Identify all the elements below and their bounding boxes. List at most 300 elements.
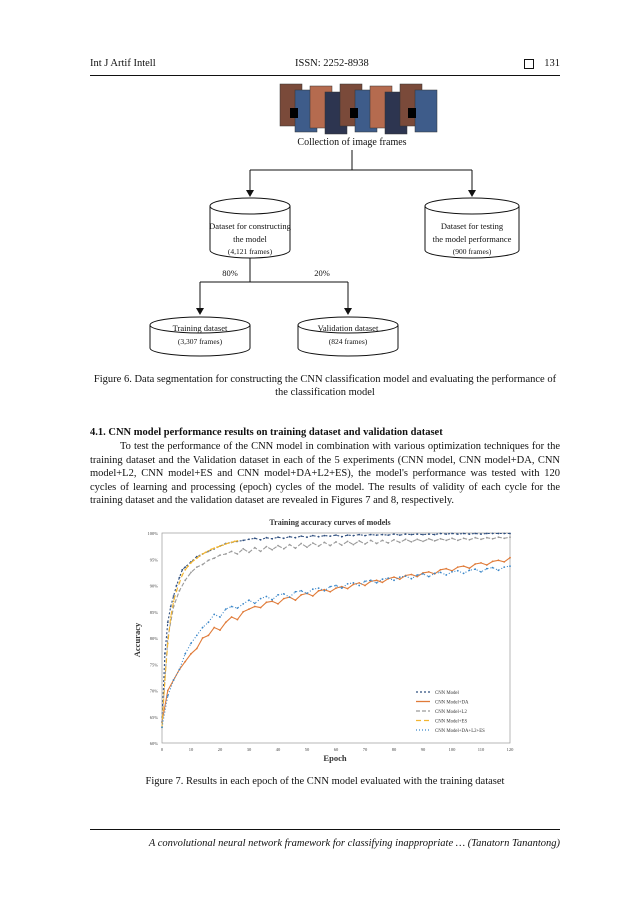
db-test-line2: the model performance — [432, 234, 512, 244]
series-point — [196, 566, 198, 568]
legend-label: CNN Model+DA+L2+ES — [435, 728, 485, 734]
censor-bar — [290, 108, 298, 118]
series-point — [167, 621, 169, 623]
series-point — [225, 543, 227, 545]
series-point — [199, 555, 201, 557]
series-point — [469, 569, 471, 571]
series-point — [187, 565, 189, 567]
series-point — [329, 586, 331, 588]
series-point — [173, 600, 175, 602]
series-point — [271, 538, 273, 540]
series-point — [283, 548, 285, 550]
series-point — [318, 545, 320, 547]
y-tick-label: 65% — [149, 714, 158, 720]
connector-lines — [250, 150, 472, 192]
series-point — [411, 534, 413, 536]
x-tick-label: 110 — [477, 747, 485, 752]
series-point — [428, 576, 430, 578]
x-tick-label: 60 — [333, 747, 339, 752]
series-point — [364, 543, 366, 545]
series-point — [469, 533, 471, 535]
db-construct-line1: Dataset for constructing — [209, 221, 291, 231]
series-point — [193, 559, 195, 561]
arrowhead-icon — [246, 190, 254, 197]
series-point — [463, 537, 465, 539]
y-tick-label: 75% — [149, 662, 158, 668]
series-point — [190, 562, 192, 564]
series-point — [254, 547, 256, 549]
series-point — [295, 591, 297, 593]
x-tick-label: 20 — [217, 747, 223, 752]
series-point — [260, 607, 262, 609]
series-point — [271, 549, 273, 551]
series-point — [248, 608, 250, 610]
series-point — [434, 573, 436, 575]
page-header — [90, 58, 560, 74]
series-point — [184, 579, 186, 581]
series-point — [416, 533, 418, 535]
series-point — [213, 614, 215, 616]
series-point — [300, 543, 302, 545]
header-rule — [90, 75, 560, 76]
series-point — [254, 603, 256, 605]
series-point — [213, 627, 215, 629]
y-tick-label: 90% — [149, 583, 158, 589]
db-test-line3: (900 frames) — [452, 247, 492, 256]
legend-label: CNN Model — [435, 690, 459, 696]
series-point — [231, 551, 233, 553]
series-point — [393, 576, 395, 578]
series-point — [295, 547, 297, 549]
series-point — [312, 535, 314, 537]
series-point — [196, 557, 198, 559]
series-point — [341, 544, 343, 546]
series-point — [347, 588, 349, 590]
series-point — [277, 594, 279, 596]
series-point — [208, 635, 210, 637]
series-point — [358, 534, 360, 536]
figure-6-caption: Figure 6. Data segmentation for constructing the CNN classification model and evaluating the performance of the classification model — [93, 374, 557, 398]
series-point — [393, 539, 395, 541]
series-point — [306, 536, 308, 538]
footer-rule — [90, 829, 560, 830]
series-point — [474, 537, 476, 539]
series-point — [457, 533, 459, 535]
series-point — [170, 606, 172, 608]
series-point — [234, 541, 236, 543]
series-point — [231, 542, 233, 544]
series-point — [463, 533, 465, 535]
series-point — [242, 548, 244, 550]
series-point — [341, 587, 343, 589]
series-point — [213, 557, 215, 559]
series-point — [399, 534, 401, 536]
series-point — [347, 583, 349, 585]
series-point — [364, 580, 366, 582]
series-point — [492, 538, 494, 540]
split-val-pct: 20% — [314, 268, 330, 278]
x-tick-label: 40 — [275, 747, 281, 752]
series-point — [266, 596, 268, 598]
series-point — [289, 544, 291, 546]
series-point — [318, 587, 320, 589]
section-heading: 4.1. CNN model performance results on training dataset and validation dataset — [90, 427, 443, 438]
series-point — [300, 535, 302, 537]
series-point — [283, 593, 285, 595]
series-point — [498, 533, 500, 535]
series-point — [176, 585, 178, 587]
series-point — [216, 546, 218, 548]
series-point — [445, 540, 447, 542]
db-val-line2: (824 frames) — [328, 337, 368, 346]
series-point — [405, 538, 407, 540]
series-point — [509, 565, 511, 567]
legend-label: CNN Model+DA — [435, 700, 469, 706]
series-point — [329, 591, 331, 593]
series-point — [440, 538, 442, 540]
arrowhead-icon — [468, 190, 476, 197]
series-point — [312, 595, 314, 597]
series-point — [358, 582, 360, 584]
series-point — [196, 635, 198, 637]
series-point — [335, 585, 337, 587]
series-point — [428, 533, 430, 535]
series-point — [503, 566, 505, 568]
y-tick-label: 100% — [147, 531, 158, 536]
series-point — [457, 570, 459, 572]
collection-label: Collection of image frames — [297, 137, 407, 148]
x-tick-label: 10 — [188, 747, 194, 752]
x-tick-label: 80 — [391, 747, 397, 752]
series-point — [312, 588, 314, 590]
series-point — [318, 536, 320, 538]
series-point — [254, 537, 256, 539]
series-point — [457, 540, 459, 542]
series-point — [242, 540, 244, 542]
arrowhead-icon — [344, 308, 352, 315]
series-point — [474, 568, 476, 570]
series-point — [451, 571, 453, 573]
series-point — [370, 579, 372, 581]
series-point — [248, 552, 250, 554]
series-point — [237, 540, 239, 542]
series-point — [179, 669, 181, 671]
series-point — [399, 576, 401, 578]
series-point — [213, 547, 215, 549]
series-point — [179, 577, 181, 579]
series-point — [283, 598, 285, 600]
x-axis-ticks — [161, 747, 514, 752]
series-point — [474, 533, 476, 535]
series-point — [295, 537, 297, 539]
series-point — [283, 537, 285, 539]
series-point — [498, 569, 500, 571]
series-point — [260, 551, 262, 553]
series-point — [486, 568, 488, 570]
arrowhead-icon — [196, 308, 204, 315]
figure-7-chart — [130, 515, 520, 765]
series-point — [387, 534, 389, 536]
series-point — [190, 653, 192, 655]
series-point — [509, 536, 511, 538]
series-point — [219, 616, 221, 618]
series-point — [170, 616, 172, 618]
series-point — [370, 540, 372, 542]
series-point — [266, 546, 268, 548]
series-point — [364, 585, 366, 587]
db-test-line1: Dataset for testing — [440, 221, 504, 231]
series-point — [190, 642, 192, 644]
db-construct-line2: the model — [233, 234, 267, 244]
series-point — [440, 569, 442, 571]
series-point — [277, 545, 279, 547]
series-point — [205, 552, 207, 554]
legend-label: CNN Model+ES — [435, 719, 468, 725]
series-point — [167, 642, 169, 644]
series-point — [509, 533, 511, 535]
series-point — [324, 542, 326, 544]
series-point — [176, 590, 178, 592]
series-point — [463, 565, 465, 567]
series-point — [422, 541, 424, 543]
series-point — [405, 533, 407, 535]
y-tick-label: 80% — [149, 636, 158, 641]
y-tick-label: 95% — [149, 557, 158, 563]
issn: ISSN: 2252-8938 — [295, 58, 369, 69]
series-point — [503, 537, 505, 539]
y-tick-label: 85% — [149, 609, 158, 615]
series-point — [434, 540, 436, 542]
series-point — [184, 661, 186, 663]
split-connector-lines — [200, 258, 348, 310]
y-axis-ticks — [148, 531, 159, 746]
series-point — [181, 574, 183, 576]
series-point — [179, 582, 181, 584]
x-tick-label: 90 — [420, 747, 426, 752]
series-point — [509, 557, 511, 559]
series-point — [173, 595, 175, 597]
x-tick-label: 30 — [246, 747, 252, 752]
series-point — [498, 559, 500, 561]
series-point — [445, 533, 447, 535]
series-point — [237, 607, 239, 609]
series-point — [382, 540, 384, 542]
series-point — [202, 627, 204, 629]
series-point — [318, 590, 320, 592]
series-point — [376, 543, 378, 545]
series-point — [451, 533, 453, 535]
series-point — [306, 546, 308, 548]
series-point — [382, 534, 384, 536]
series-point — [202, 637, 204, 639]
image-frame — [415, 90, 437, 132]
series-point — [329, 535, 331, 537]
series-point — [335, 587, 337, 589]
series-point — [463, 573, 465, 575]
db-train-line1: Training dataset — [172, 323, 228, 333]
db-construct-line3: (4,121 frames) — [227, 247, 273, 256]
series-point — [440, 572, 442, 574]
series-point — [428, 571, 430, 573]
series-point — [422, 573, 424, 575]
series-point — [208, 559, 210, 561]
series-point — [184, 569, 186, 571]
series-point — [219, 554, 221, 556]
series-point — [474, 563, 476, 565]
series-point — [382, 578, 384, 580]
series-point — [480, 538, 482, 540]
series-point — [387, 577, 389, 579]
series-point — [353, 544, 355, 546]
series-point — [480, 562, 482, 564]
series-point — [387, 542, 389, 544]
series-point — [312, 542, 314, 544]
series-point — [370, 534, 372, 536]
series-point — [222, 544, 224, 546]
chart-title: Training accuracy curves of models — [269, 518, 391, 527]
series-point — [434, 534, 436, 536]
series-point — [324, 535, 326, 537]
series-point — [277, 603, 279, 605]
series-point — [492, 561, 494, 563]
series-point — [164, 653, 166, 655]
censor-bar — [408, 108, 416, 118]
series-point — [445, 574, 447, 576]
series-point — [266, 601, 268, 603]
series-point — [486, 564, 488, 566]
series-point — [329, 545, 331, 547]
x-tick-label: 100 — [448, 747, 456, 752]
series-point — [306, 593, 308, 595]
series-point — [300, 594, 302, 596]
series-point — [422, 534, 424, 536]
series-point — [190, 572, 192, 574]
series-point — [237, 553, 239, 555]
series-point — [196, 648, 198, 650]
series-point — [405, 575, 407, 577]
series-point — [445, 568, 447, 570]
series-point — [335, 541, 337, 543]
series-point — [335, 534, 337, 536]
series-point — [167, 695, 169, 697]
series-point — [228, 542, 230, 544]
x-tick-label: 0 — [160, 747, 164, 752]
series-point — [164, 679, 166, 681]
x-tick-label: 70 — [362, 747, 368, 752]
series-point — [181, 569, 183, 571]
series-point — [492, 533, 494, 535]
series-point — [300, 590, 302, 592]
series-point — [210, 548, 212, 550]
y-axis-label: Accuracy — [132, 622, 142, 658]
series-point — [411, 574, 413, 576]
series-point — [248, 599, 250, 601]
series-point — [364, 535, 366, 537]
series-point — [486, 537, 488, 539]
series-point — [469, 539, 471, 541]
series-point — [353, 535, 355, 537]
series-point — [260, 539, 262, 541]
series-point — [219, 629, 221, 631]
series-point — [242, 603, 244, 605]
db-val-line1: Validation dataset — [317, 323, 379, 333]
series-point — [266, 537, 268, 539]
series-point — [498, 536, 500, 538]
series-point — [202, 564, 204, 566]
series-point — [358, 585, 360, 587]
series-point — [260, 598, 262, 600]
series-point — [382, 582, 384, 584]
series-point — [173, 679, 175, 681]
series-point — [503, 561, 505, 563]
series-point — [231, 606, 233, 608]
series-point — [503, 533, 505, 535]
series-point — [416, 574, 418, 576]
series-point — [376, 579, 378, 581]
series-point — [416, 538, 418, 540]
body-paragraph: To test the performance of the CNN model in combination with various optimization techniques for the training dataset and the Validation dataset in each of the 5 experiments (CNN model, CNN model+DA, CNN model+L2, CNN model+ES and CNN model+DA+L2+ES), the model's performance was tested with 120 cycles of learning and processing (epoch) cycles of the model. The results of validity of each cycle for the training dataset and the validation dataset are revealed in Figures 7 and 8, respectively. — [90, 441, 560, 506]
checkbox-glyph-icon — [524, 59, 534, 69]
series-point — [411, 578, 413, 580]
series-point — [486, 533, 488, 535]
series-point — [376, 534, 378, 536]
image-frame-strip — [280, 84, 437, 134]
series-point — [428, 538, 430, 540]
series-point — [161, 726, 163, 728]
y-tick-label: 60% — [149, 741, 158, 746]
series-point — [480, 571, 482, 573]
series-point — [208, 621, 210, 623]
x-tick-label: 120 — [506, 747, 514, 752]
page-footer: A convolutional neural network framework for classifying inappropriate … (Tanatorn Tanantong) — [148, 838, 560, 849]
series-point — [248, 538, 250, 540]
page-number: 131 — [544, 58, 560, 69]
series-point — [469, 567, 471, 569]
series-point — [277, 536, 279, 538]
journal-name: Int J Artif Intell — [90, 58, 156, 69]
series-point — [411, 541, 413, 543]
series-point — [289, 536, 291, 538]
series-point — [289, 596, 291, 598]
series-point — [324, 590, 326, 592]
series-point — [358, 540, 360, 542]
series-point — [393, 533, 395, 535]
y-tick-label: 70% — [149, 688, 158, 694]
series-point — [219, 545, 221, 547]
series-point — [208, 550, 210, 552]
figure-7-caption: Figure 7. Results in each epoch of the CNN model evaluated with the training dataset — [145, 776, 505, 787]
series-point — [492, 567, 494, 569]
series-point — [347, 541, 349, 543]
series-point — [295, 599, 297, 601]
series-point — [237, 619, 239, 621]
series-point — [242, 611, 244, 613]
series-point — [254, 606, 256, 608]
series-point — [399, 542, 401, 544]
series-point — [347, 534, 349, 536]
series-point — [440, 533, 442, 535]
series-point — [341, 536, 343, 538]
series-point — [202, 553, 204, 555]
series-point — [184, 566, 186, 568]
series-point — [393, 579, 395, 581]
series-point — [225, 608, 227, 610]
legend-label: CNN Model+L2 — [435, 709, 467, 715]
series-point — [167, 690, 169, 692]
db-train-line2: (3,307 frames) — [177, 337, 223, 346]
series-point — [271, 599, 273, 601]
series-point — [457, 566, 459, 568]
